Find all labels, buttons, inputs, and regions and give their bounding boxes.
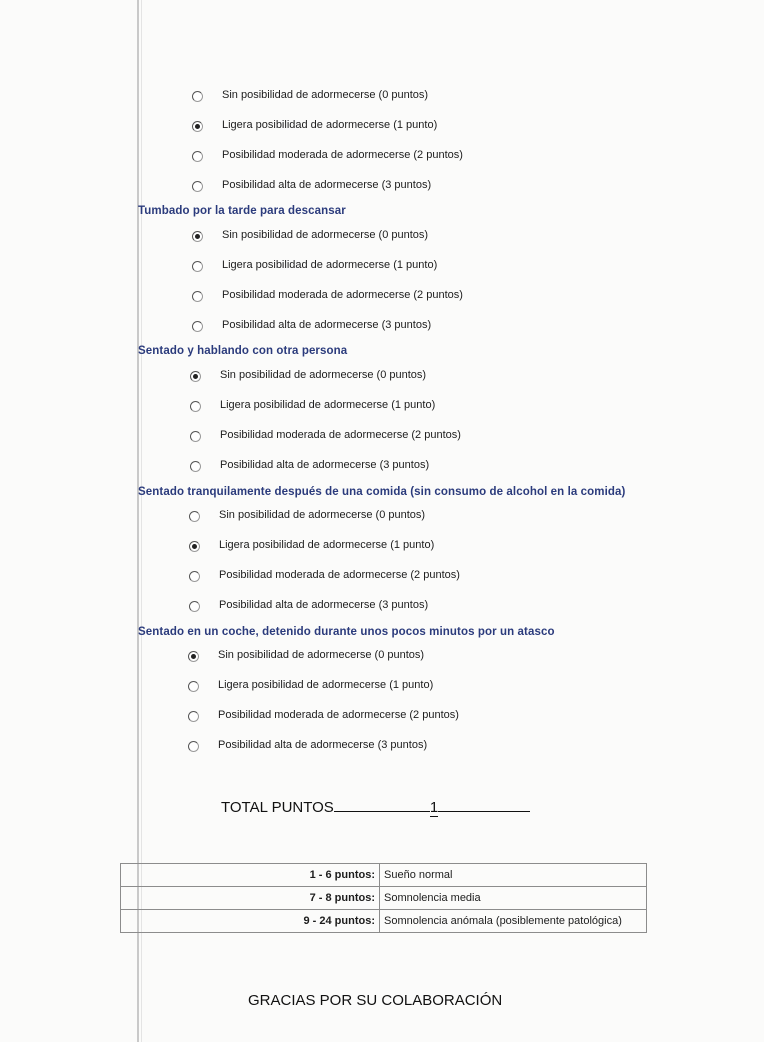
legend-range: 1 - 6 puntos: bbox=[121, 864, 380, 887]
radio-checked-icon[interactable] bbox=[189, 541, 200, 552]
answer-option-label: Ligera posibilidad de adormecerse (1 punto) bbox=[218, 679, 434, 691]
answer-option-label: Sin posibilidad de adormecerse (0 puntos) bbox=[218, 649, 425, 661]
radio-unchecked-icon[interactable] bbox=[189, 571, 200, 582]
radio-unchecked-icon[interactable] bbox=[190, 401, 201, 412]
legend-row bbox=[121, 910, 647, 933]
radio-unchecked-icon[interactable] bbox=[188, 681, 199, 692]
answer-option-label: Posibilidad alta de adormecerse (3 puntos) bbox=[218, 739, 428, 751]
legend-row bbox=[121, 887, 647, 910]
radio-checked-icon[interactable] bbox=[192, 121, 203, 132]
question-heading: Sentado y hablando con otra persona bbox=[138, 345, 348, 357]
legend-range: 9 - 24 puntos: bbox=[121, 910, 380, 933]
radio-unchecked-icon[interactable] bbox=[189, 601, 200, 612]
answer-option-label: Ligera posibilidad de adormecerse (1 punto) bbox=[219, 539, 435, 551]
total-value: 1 bbox=[429, 799, 439, 816]
radio-unchecked-icon[interactable] bbox=[192, 91, 203, 102]
question-heading: Tumbado por la tarde para descansar bbox=[138, 205, 346, 217]
radio-unchecked-icon[interactable] bbox=[188, 711, 199, 722]
answer-option-label: Ligera posibilidad de adormecerse (1 punto) bbox=[220, 399, 436, 411]
total-underline-left bbox=[334, 797, 430, 812]
answer-option-label: Ligera posibilidad de adormecerse (1 punto) bbox=[222, 259, 438, 271]
radio-checked-icon[interactable] bbox=[188, 651, 199, 662]
answer-option-label: Posibilidad moderada de adormecerse (2 puntos) bbox=[218, 709, 459, 721]
answer-option-label: Posibilidad alta de adormecerse (3 puntos) bbox=[222, 179, 432, 191]
score-legend-table bbox=[120, 863, 647, 933]
question-heading: Sentado tranquilamente después de una comida (sin consumo de alcohol en la comida) bbox=[138, 486, 626, 498]
thanks-message: GRACIAS POR SU COLABORACIÓN bbox=[248, 992, 503, 1009]
radio-unchecked-icon[interactable] bbox=[188, 741, 199, 752]
answer-option-label: Posibilidad alta de adormecerse (3 puntos) bbox=[220, 459, 430, 471]
total-label: TOTAL PUNTOS bbox=[221, 799, 334, 816]
answer-option-label: Posibilidad moderada de adormecerse (2 puntos) bbox=[222, 149, 463, 161]
radio-unchecked-icon[interactable] bbox=[189, 511, 200, 522]
total-underline-right bbox=[438, 797, 530, 812]
total-points bbox=[221, 797, 530, 817]
answer-option-label: Posibilidad alta de adormecerse (3 puntos) bbox=[219, 599, 429, 611]
answer-option-label: Posibilidad moderada de adormecerse (2 puntos) bbox=[222, 289, 463, 301]
radio-unchecked-icon[interactable] bbox=[192, 291, 203, 302]
answer-option-label: Sin posibilidad de adormecerse (0 puntos) bbox=[219, 509, 426, 521]
answer-option-label: Sin posibilidad de adormecerse (0 puntos) bbox=[220, 369, 427, 381]
radio-unchecked-icon[interactable] bbox=[192, 181, 203, 192]
radio-checked-icon[interactable] bbox=[190, 371, 201, 382]
answer-option-label: Posibilidad moderada de adormecerse (2 puntos) bbox=[220, 429, 461, 441]
answer-option-label: Sin posibilidad de adormecerse (0 puntos) bbox=[222, 229, 429, 241]
question-heading: Sentado en un coche, detenido durante unos pocos minutos por un atasco bbox=[138, 626, 555, 638]
radio-unchecked-icon[interactable] bbox=[192, 151, 203, 162]
answer-option-label: Posibilidad alta de adormecerse (3 puntos) bbox=[222, 319, 432, 331]
legend-description: Sueño normal bbox=[380, 864, 647, 887]
legend-description: Somnolencia anómala (posiblemente patológica) bbox=[380, 910, 647, 933]
legend-range: 7 - 8 puntos: bbox=[121, 887, 380, 910]
legend-row bbox=[121, 864, 647, 887]
legend-description: Somnolencia media bbox=[380, 887, 647, 910]
radio-unchecked-icon[interactable] bbox=[190, 431, 201, 442]
radio-unchecked-icon[interactable] bbox=[192, 261, 203, 272]
radio-unchecked-icon[interactable] bbox=[190, 461, 201, 472]
answer-option-label: Sin posibilidad de adormecerse (0 puntos) bbox=[222, 89, 429, 101]
answer-option-label: Posibilidad moderada de adormecerse (2 puntos) bbox=[219, 569, 460, 581]
answer-option-label: Ligera posibilidad de adormecerse (1 punto) bbox=[222, 119, 438, 131]
radio-unchecked-icon[interactable] bbox=[192, 321, 203, 332]
radio-checked-icon[interactable] bbox=[192, 231, 203, 242]
